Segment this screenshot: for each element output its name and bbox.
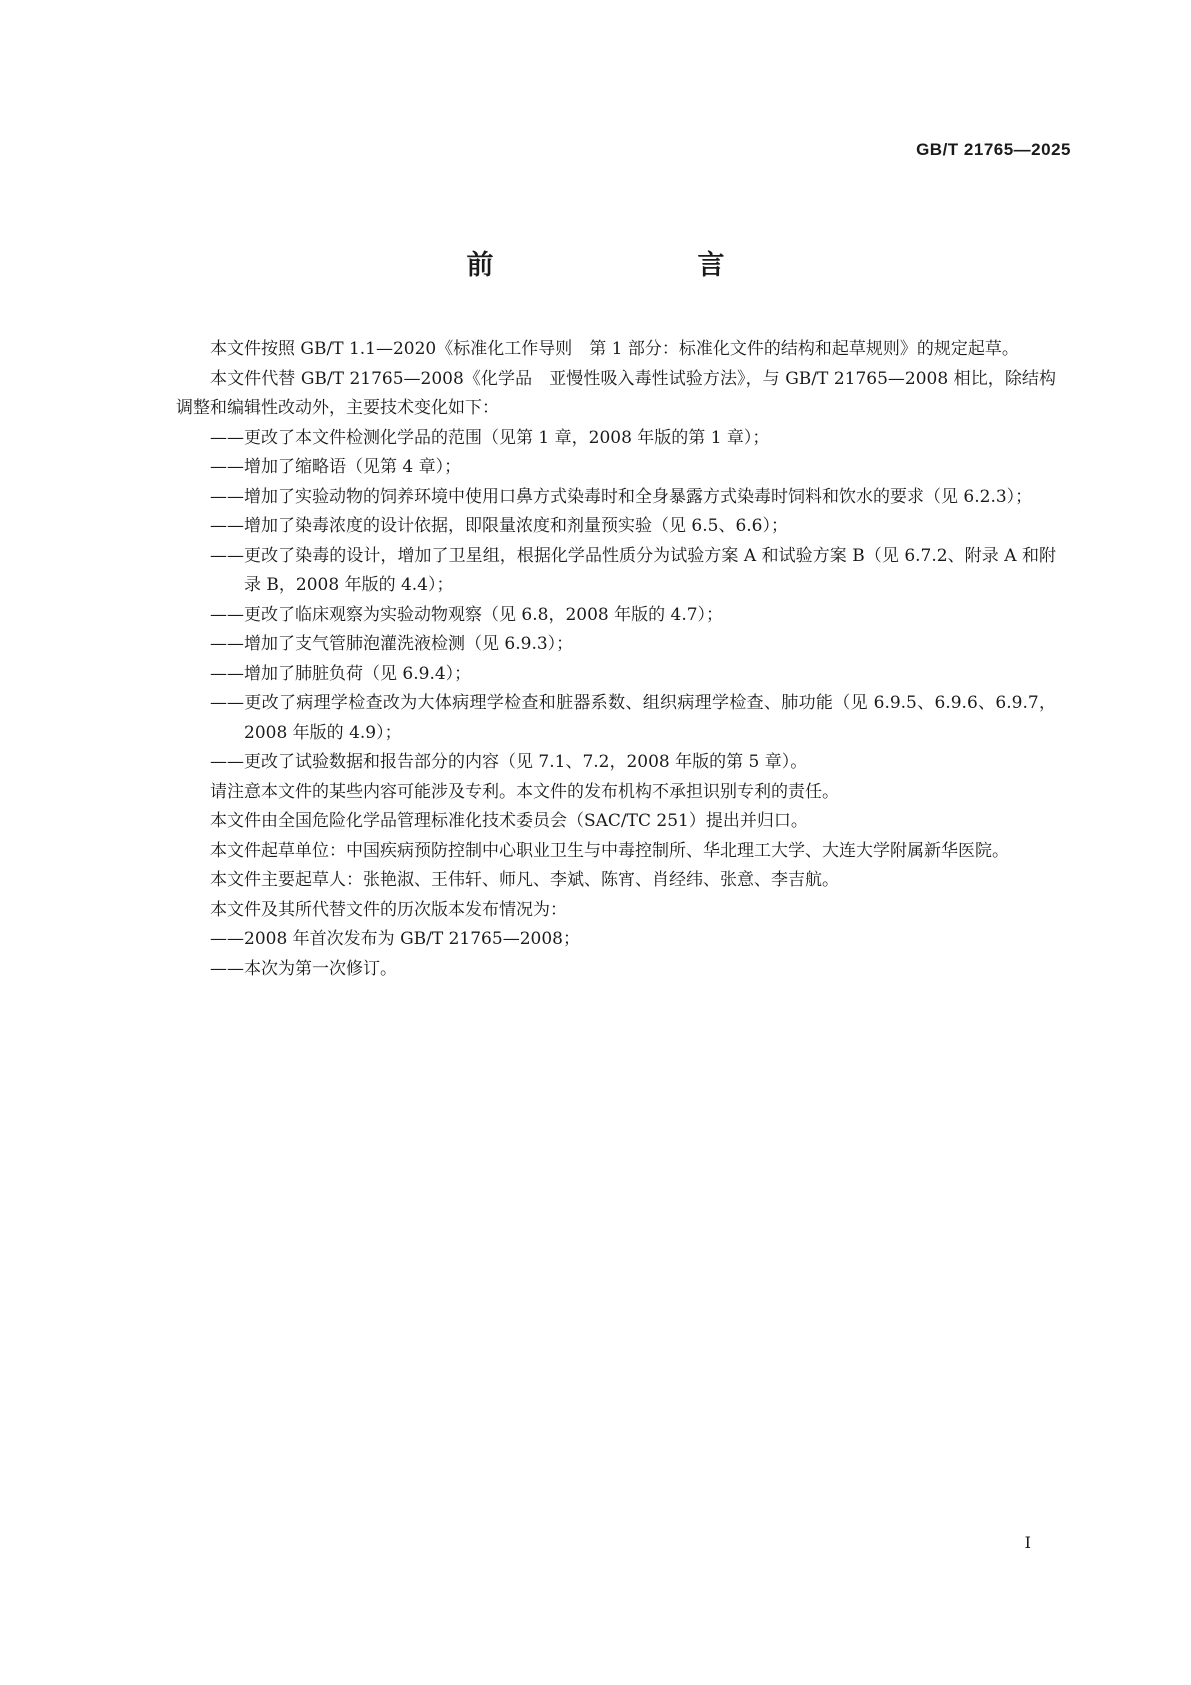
- history-list: [176, 925, 1056, 984]
- changes-list: [176, 424, 1056, 778]
- paragraph-history-intro: 本文件及其所代替文件的历次版本发布情况为：: [210, 899, 567, 920]
- paragraph-replacement: 本文件代替 GB/T 21765—2008《化学品 亚慢性吸入毒性试验方法》，与 GB/T 21765—2008 相比，除结构调整和编辑性改动外，主要技术变化如下：: [176, 368, 1056, 418]
- list-item: ——本次为第一次修订。: [210, 958, 397, 979]
- list-item: ——增加了染毒浓度的设计依据，即限量浓度和剂量预实验（见 6.5、6.6）；: [210, 516, 788, 536]
- list-item: ——更改了试验数据和报告部分的内容（见 7.1、7.2，2008 年版的第 5 章）。: [210, 752, 808, 772]
- list-item: ——更改了本文件检测化学品的范围（见第 1 章，2008 年版的第 1 章）；: [210, 427, 770, 448]
- page-number: I: [1024, 1533, 1031, 1552]
- paragraph-committee: 本文件由全国危险化学品管理标准化技术委员会（SAC/TC 251）提出并归口。: [210, 811, 808, 831]
- list-item: ——更改了临床观察为实验动物观察（见 6.8，2008 年版的 4.7）；: [210, 604, 724, 625]
- list-item: ——2008 年首次发布为 GB/T 21765—2008；: [210, 929, 580, 949]
- list-item: ——更改了染毒的设计，增加了卫星组，根据化学品性质分为试验方案 A 和试验方案 B（见 6.7.2、附录 A 和附录 B，2008 年版的 4.4）；: [210, 545, 1056, 595]
- list-item: ——增加了支气管肺泡灌洗液检测（见 6.9.3）；: [210, 634, 574, 654]
- list-item: ——增加了肺脏负荷（见 6.9.4）；: [210, 663, 472, 684]
- paragraph-drafting-units: 本文件起草单位：中国疾病预防控制中心职业卫生与中毒控制所、华北理工大学、大连大学附属新华医院。: [210, 840, 1009, 861]
- paragraph-drafting-basis: 本文件按照 GB/T 1.1—2020《标准化工作导则 第 1 部分：标准化文件的结构和起草规则》的规定起草。: [210, 339, 1019, 359]
- list-item: ——增加了实验动物的饲养环境中使用口鼻方式染毒时和全身暴露方式染毒时饲料和饮水的要求（见 6.2.3）；: [210, 486, 1033, 507]
- page-title: 前 言: [466, 250, 775, 281]
- list-item: ——更改了病理学检查改为大体病理学检查和脏器系数、组织病理学检查、肺功能（见 6.9.5、6.9.6、6.9.7，2008 年版的 4.9）；: [210, 693, 1056, 743]
- document-body: [176, 335, 1056, 984]
- paragraph-drafters: 本文件主要起草人：张艳淑、王伟轩、师凡、李斌、陈宵、肖经纬、张意、李吉航。: [210, 870, 839, 890]
- list-item: ——增加了缩略语（见第 4 章）；: [210, 457, 462, 477]
- standard-code: GB/T 21765—2025: [916, 140, 1071, 159]
- paragraph-patent-notice: 请注意本文件的某些内容可能涉及专利。本文件的发布机构不承担识别专利的责任。: [210, 781, 839, 802]
